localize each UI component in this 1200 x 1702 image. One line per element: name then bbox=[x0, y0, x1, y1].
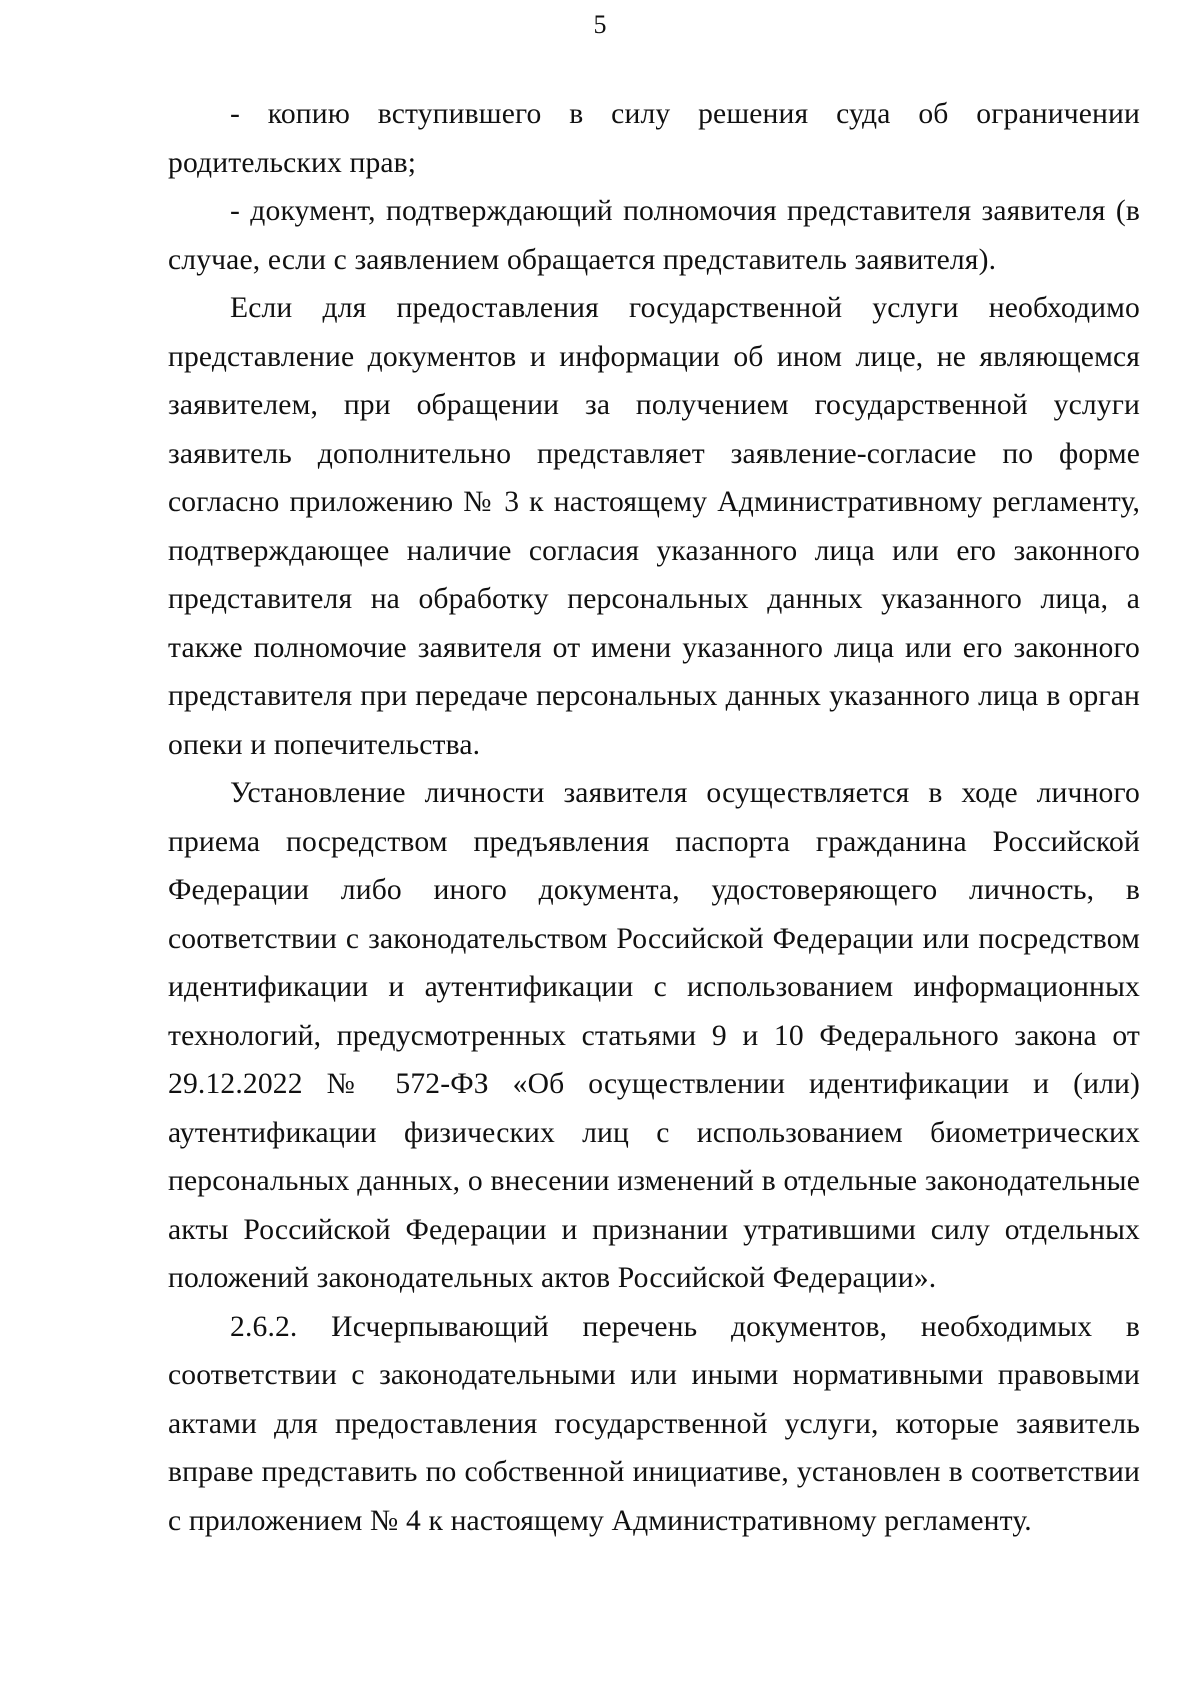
paragraph-consent-statement: Если для предоставления государственной услуги необходимо представление документов и информации об ином лице, не являющемся заявителем, при обращении за получением государственной услуги заявитель дополнительно представляет заявление-согласие по форме согласно приложению № 3 к настоящему Административному регламенту, подтверждающее наличие согласия указанного лица или его законного представителя на обработку персональных данных указанного лица, а также полномочие заявителя от имени указанного лица или его законного представителя при передаче персональных данных указанного лица в орган опеки и попечительства. bbox=[168, 292, 1140, 761]
paragraph-court-decision-copy: - копию вступившего в силу решения суда об ограничении родительских прав; bbox=[168, 98, 1140, 179]
paragraph-representative-document: - документ, подтверждающий полномочия представителя заявителя (в случае, если с заявлением обращается представитель заявителя). bbox=[168, 195, 1140, 276]
document-body bbox=[168, 90, 1140, 1545]
paragraph-identity-verification: Установление личности заявителя осуществляется в ходе личного приема посредством предъявления паспорта гражданина Российской Федерации либо иного документа, удостоверяющего личность, в соответствии с законодательством Российской Федерации или посредством идентификации и аутентификации с использованием информационных технологий, предусмотренных статьями 9 и 10 Федерального закона от 29.12.2022 № 572-ФЗ «Об осуществлении идентификации и (или) аутентификации физических лиц с использованием биометрических персональных данных, о внесении изменений в отдельные законодательные акты Российской Федерации и признании утратившими силу отдельных положений законодательных актов Российской Федерации». bbox=[168, 777, 1140, 1294]
paragraph-section-2-6-2: 2.6.2. Исчерпывающий перечень документов, необходимых в соответствии с законодательными или иными нормативными правовыми актами для предоставления государственной услуги, которые заявитель вправе представить по собственной инициативе, установлен в соответствии с приложением № 4 к настоящему Административному регламенту. bbox=[168, 1310, 1140, 1537]
page-number: 5 bbox=[593, 10, 607, 39]
